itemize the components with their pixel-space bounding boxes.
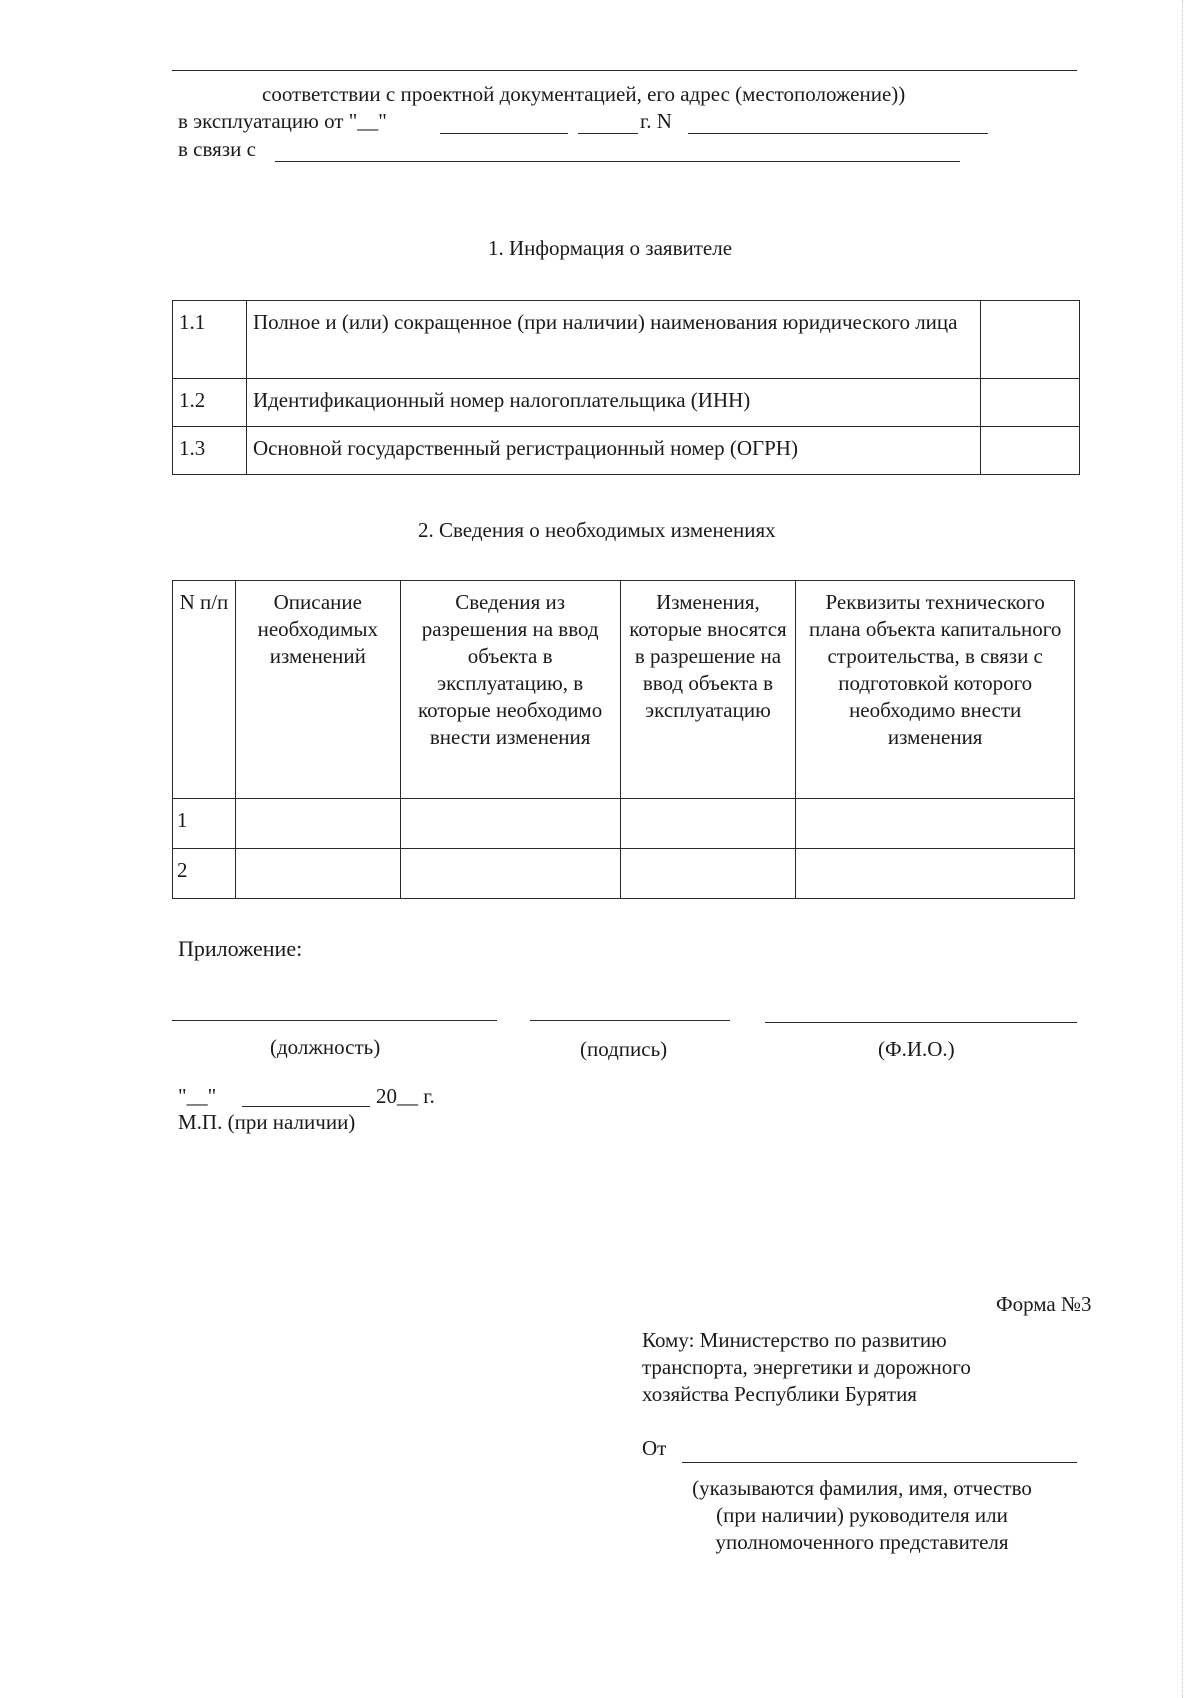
applicant-row bbox=[173, 379, 1080, 427]
row-value bbox=[981, 427, 1080, 475]
position-caption: (должность) bbox=[270, 1035, 381, 1059]
changes-row bbox=[173, 849, 1075, 899]
signature-caption: (подпись) bbox=[580, 1037, 668, 1061]
cell bbox=[796, 849, 1075, 899]
cell bbox=[796, 799, 1075, 849]
scan-edge bbox=[1182, 0, 1183, 1698]
from-blank bbox=[682, 1462, 1077, 1463]
form-3-title: Форма №3 bbox=[996, 1292, 1092, 1316]
row-number: 2 bbox=[173, 849, 236, 899]
header-description: Описание необходимых изменений bbox=[235, 581, 400, 799]
from-hint-line-3: уполномоченного представителя bbox=[715, 1530, 1009, 1554]
stamp-label: М.П. (при наличии) bbox=[178, 1110, 356, 1134]
header-line-3-prefix: в связи с bbox=[178, 137, 256, 161]
date-blank-2 bbox=[578, 133, 638, 134]
row-value bbox=[981, 379, 1080, 427]
applicant-table bbox=[172, 300, 1080, 475]
recipient-line-1: Кому: Министерство по развитию bbox=[642, 1328, 947, 1352]
section-2-title: 2. Сведения о необходимых изменениях bbox=[418, 518, 776, 542]
row-number: 1.1 bbox=[173, 301, 247, 379]
changes-table bbox=[172, 580, 1075, 899]
cell bbox=[400, 849, 620, 899]
attachment-label: Приложение: bbox=[178, 936, 303, 961]
header-line-1: соответствии с проектной документацией, его адрес (местоположение)) bbox=[262, 82, 906, 106]
from-hint-line-2: (при наличии) руководителя или bbox=[716, 1503, 1008, 1527]
top-rule bbox=[172, 70, 1077, 71]
row-value bbox=[981, 301, 1080, 379]
row-number: 1.3 bbox=[173, 427, 247, 475]
cell bbox=[620, 849, 796, 899]
applicant-row bbox=[173, 301, 1080, 379]
applicant-row bbox=[173, 427, 1080, 475]
from-label: От bbox=[642, 1436, 667, 1460]
header-line-2-g: г. N bbox=[640, 109, 672, 133]
date-quote: "__" bbox=[178, 1084, 217, 1108]
name-line bbox=[765, 1022, 1077, 1023]
header-permit-info: Сведения из разрешения на ввод объекта в эксплуатацию, в которые необходимо внести изменения bbox=[400, 581, 620, 799]
header-number: N п/п bbox=[173, 581, 236, 799]
date-month-blank bbox=[242, 1106, 370, 1107]
number-blank bbox=[688, 133, 988, 134]
changes-header-row bbox=[173, 581, 1075, 799]
header-changes: Изменения, которые вносятся в разрешение на ввод объекта в эксплуатацию bbox=[620, 581, 796, 799]
recipient-line-3: хозяйства Республики Бурятия bbox=[642, 1382, 917, 1406]
recipient-line-2: транспорта, энергетики и дорожного bbox=[642, 1355, 971, 1379]
date-year: 20__ г. bbox=[376, 1084, 435, 1108]
date-blank-1 bbox=[440, 133, 568, 134]
header-line-2-prefix: в эксплуатацию от "__" bbox=[178, 109, 387, 133]
header-tech-plan: Реквизиты технического плана объекта капитального строительства, в связи с подготовкой которого необходимо внести изменения bbox=[796, 581, 1075, 799]
row-number: 1 bbox=[173, 799, 236, 849]
name-caption: (Ф.И.О.) bbox=[878, 1037, 955, 1061]
cell bbox=[235, 799, 400, 849]
row-label: Основной государственный регистрационный номер (ОГРН) bbox=[246, 427, 980, 475]
row-label: Полное и (или) сокращенное (при наличии) наименования юридического лица bbox=[246, 301, 980, 379]
changes-row bbox=[173, 799, 1075, 849]
position-line bbox=[172, 1020, 497, 1021]
reason-blank bbox=[275, 161, 960, 162]
row-number: 1.2 bbox=[173, 379, 247, 427]
section-1-title: 1. Информация о заявителе bbox=[488, 236, 733, 260]
cell bbox=[400, 799, 620, 849]
from-hint-line-1: (указываются фамилия, имя, отчество bbox=[692, 1476, 1032, 1500]
cell bbox=[620, 799, 796, 849]
cell bbox=[235, 849, 400, 899]
row-label: Идентификационный номер налогоплательщика (ИНН) bbox=[246, 379, 980, 427]
signature-line bbox=[530, 1020, 730, 1021]
